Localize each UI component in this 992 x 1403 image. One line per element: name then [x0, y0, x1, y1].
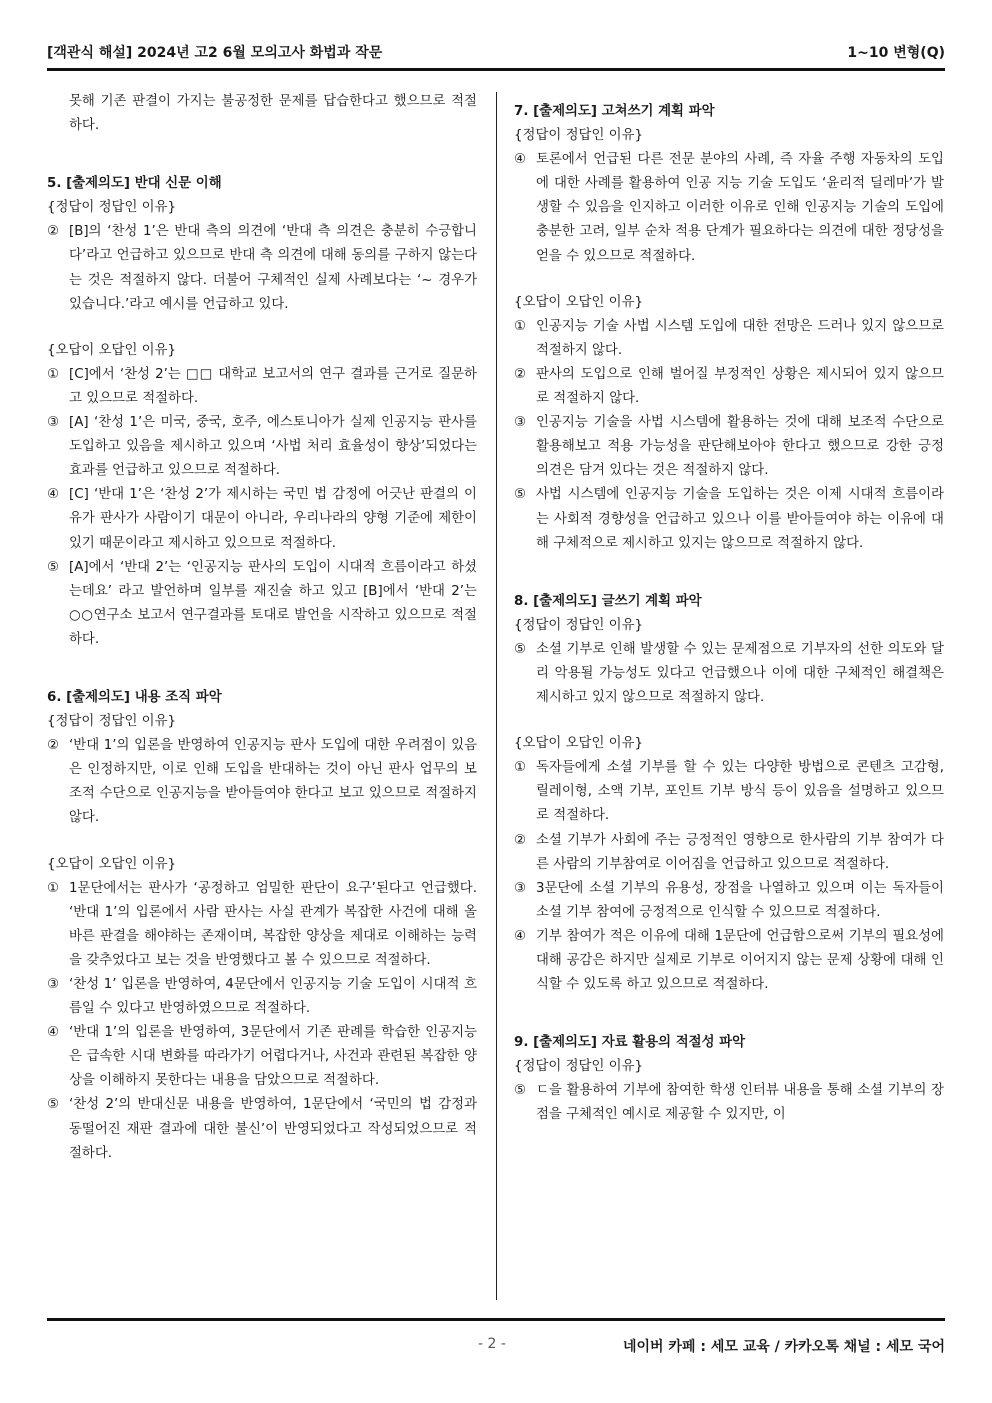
- explanation-text: ‘찬성 1’ 입론을 반영하여, 4문단에서 인공지능 기술 도입이 시대적 흐름일 수 있다고 반영하였으므로 적절하다.: [69, 977, 477, 1017]
- explanation-text: ‘반대 1’의 입론을 반영하여, 3문단에서 기존 판례를 학습한 인공지능은 급속한 시대 변화를 따라가기 어렵다거나, 사건과 관련된 복잡한 양상을 이해하지 못한다는 내용을 담았으므로 적절하다.: [69, 1025, 477, 1089]
- explanation-text: 사법 시스템에 인공지능 기술을 도입하는 것은 이제 시대적 흐름이라는 사회적 경향성을 언급하고 있으나 이를 받아들여야 하는 이유에 대해 구체적으로 제시하고 있지는 않으므로 적절하지 않다.: [536, 487, 944, 551]
- answer-item: [514, 638, 944, 710]
- correct-list: [514, 1079, 944, 1127]
- choice-number: ④: [47, 487, 60, 503]
- answer-item: [514, 925, 944, 997]
- section-7: [514, 100, 944, 556]
- explanation-text: 소셜 기부가 사회에 주는 긍정적인 영향으로 한사람의 기부 참여가 다른 사람의 기부참여로 이어짐을 언급하고 있으므로 적절하다.: [536, 832, 944, 872]
- explanation-text: 독자들에게 소셜 기부를 할 수 있는 다양한 방법으로 콘텐츠 고감형, 릴레이형, 소액 기부, 포인트 기부 방식 등이 있음을 설명하고 있으므로 적절하다.: [536, 760, 944, 824]
- answer-item: [514, 148, 944, 268]
- page-number: - 2 -: [478, 1336, 506, 1352]
- section-title: 8. [출제의도] 글쓰기 계획 파악: [514, 593, 702, 609]
- correct-label: {정답이 정답인 이유}: [514, 617, 644, 633]
- explanation-text: [C]에서 ‘찬성 2’는 □□ 대학교 보고서의 연구 결과를 근거로 질문하고 있으므로 적절하다.: [69, 366, 477, 406]
- correct-label: {정답이 정답인 이유}: [514, 128, 644, 144]
- correct-list: [47, 734, 477, 830]
- explanation-text: 1문단에서는 판사가 ‘공정하고 엄밀한 판단이 요구’된다고 언급했다. ‘반대 1’의 입론에서 사람 판사는 사실 관계가 복잡한 사건에 대해 올바른 판결을 해야하는 존재이며, 복잡한 양상을 제대로 이해하는 능력을 갖추었다고 보는 것을 반영했다고 볼 수 있으므로 적절하다.: [69, 880, 477, 968]
- explanation-text: 인공지능 기술을 사법 시스템에 활용하는 것에 대해 보조적 수단으로 활용해보고 적용 가능성을 판단해보아야 한다고 했으므로 강한 긍정 의견은 담겨 있다는 것은 적절하지 않다.: [536, 415, 944, 479]
- section-5: [47, 172, 477, 652]
- section-9: [514, 1031, 944, 1127]
- wrong-label: {오답이 오답인 이유}: [514, 736, 644, 752]
- explanation-text: [A]에서 ‘반대 2’는 ‘인공지능 판사의 도입이 시대적 흐름이라고 하셨는데요’ 라고 발언하며 일부를 재진술 하고 있고 [B]에서 ‘반대 2’는 ○○연구소 보고서 연구결과를 토대로 발언을 시작하고 있으므로 적절하다.: [69, 559, 477, 647]
- column-divider: [496, 92, 497, 1300]
- choice-number: ⑤: [47, 559, 60, 575]
- section-title: 7. [출제의도] 고쳐쓰기 계획 파악: [514, 104, 715, 119]
- section-8: [514, 590, 944, 998]
- wrong-label: {오답이 오답인 이유}: [514, 294, 644, 310]
- explanation-text: 토론에서 언급된 다른 전문 분야의 사례, 즉 자율 주행 자동차의 도입에 대한 사례를 활용하여 인공 지능 기술 도입도 ‘윤리적 딜레마’가 발생할 수 있음을 인지하고 이러한 이유로 인해 인공지능 기술의 도입에 충분한 고려, 일부 순차 적용 단계가 필요하다는 의견에 대한 정당성을 얻을 수 있으므로 적절하다.: [536, 152, 944, 264]
- answer-item: [47, 556, 477, 652]
- answer-item: [514, 411, 944, 483]
- explanation-text: ㄷ을 활용하여 기부에 참여한 학생 인터뷰 내용을 통해 소셜 기부의 장점을 구체적인 예시로 제공할 수 있지만, 이: [536, 1083, 944, 1123]
- explanation-text: 소셜 기부로 인해 발생할 수 있는 문제점으로 기부자의 선한 의도와 달리 악용될 가능성도 있다고 언급했으나 이에 대한 구체적인 해결책은 제시하고 있지 않으므로 적절하지 않다.: [536, 641, 944, 706]
- wrong-label: {오답이 오답인 이유}: [47, 342, 177, 358]
- explanation-text: ‘찬성 2’의 반대신문 내용을 반영하여, 1문단에서 ‘국민의 법 감정과 동떨어진 재판 결과에 대한 불신’이 반영되었다고 작성되었으므로 적절하다.: [69, 1097, 477, 1161]
- choice-number: ①: [514, 318, 527, 334]
- section-6: [47, 686, 477, 1166]
- explanation-text: 3문단에 소셜 기부의 유용성, 장점을 나열하고 있으며 이는 독자들이 소셜 기부 참여에 긍정적으로 인식할 수 있으므로 적절하다.: [536, 880, 944, 920]
- correct-label: {정답이 정답인 이유}: [47, 200, 177, 216]
- page-header: [47, 40, 945, 66]
- header-variant: 1~10 변형(Q): [847, 45, 945, 61]
- wrong-label: {오답이 오답인 이유}: [47, 856, 177, 872]
- answer-item: [47, 973, 477, 1021]
- answer-item: [514, 363, 944, 411]
- answer-item: [514, 829, 944, 877]
- footer-rule: [47, 1318, 945, 1321]
- answer-item: [47, 411, 477, 483]
- choice-number: ①: [47, 880, 60, 896]
- wrong-list: [47, 363, 477, 652]
- choice-number: ③: [514, 880, 527, 896]
- answer-item: [514, 1079, 944, 1127]
- choice-number: ③: [47, 415, 60, 431]
- choice-number: ②: [47, 224, 60, 240]
- wrong-list: [514, 315, 944, 556]
- wrong-list: [47, 877, 477, 1166]
- wrong-list: [514, 756, 944, 997]
- answer-item: [514, 315, 944, 363]
- explanation-text: 판사의 도입으로 인해 벌어질 부정적인 상황은 제시되어 있지 않으므로 적절하지 않다.: [536, 366, 944, 407]
- explanation-text: 기부 참여가 적은 이유에 대해 1문단에 언급함으로써 기부의 필요성에 대해 공감은 하지만 실제로 기부로 이어지지 않는 문제 상황에 대해 인식할 수 있도록 하고 있으므로 적절하다.: [536, 928, 944, 993]
- choice-number: ③: [514, 415, 527, 431]
- explanation-text: 인공지능 기술 사법 시스템 도입에 대한 전망은 드러나 있지 않으므로 적절하지 않다.: [536, 318, 944, 358]
- correct-label: {정답이 정답인 이유}: [47, 714, 177, 730]
- correct-list: [47, 220, 477, 316]
- choice-number: ⑤: [514, 641, 527, 657]
- left-column: [47, 90, 477, 1166]
- answer-item: [514, 483, 944, 555]
- choice-number: ①: [514, 760, 527, 776]
- right-column: [514, 90, 944, 1128]
- answer-item: [47, 1021, 477, 1093]
- choice-number: ①: [47, 366, 60, 382]
- explanation-text: [C] ‘반대 1’은 ‘찬성 2’가 제시하는 국민 법 감정에 어긋난 판결의 이유가 판사가 사람이기 대문이 아니라, 우리나라의 양형 기준에 제한이 있기 때문이라고 제시하고 있으므로 적절하다.: [69, 487, 477, 551]
- correct-list: [514, 638, 944, 710]
- header-rule: [47, 68, 945, 71]
- answer-item: [47, 1093, 477, 1165]
- choice-number: ④: [47, 1025, 60, 1041]
- choice-number: ④: [514, 152, 527, 168]
- choice-number: ②: [514, 832, 527, 848]
- footer-channel: 네이버 카페 : 세모 교육 / 카카오톡 채널 : 세모 국어: [622, 1339, 945, 1355]
- section-title: 9. [출제의도] 자료 활용의 적절성 파악: [514, 1035, 746, 1051]
- choice-number: ②: [47, 738, 60, 754]
- choice-number: ⑤: [514, 487, 527, 503]
- answer-item: [47, 483, 477, 555]
- answer-item: [514, 756, 944, 828]
- correct-label: {정답이 정답인 이유}: [514, 1059, 644, 1075]
- answer-item: [47, 877, 477, 973]
- explanation-text: ‘반대 1’의 입론을 반영하여 인공지능 판사 도입에 대한 우려점이 있음은 인정하지만, 이로 인해 도입을 반대하는 것이 아닌 판사 업무의 보조적 수단으로 인공지능을 받아들여야 한다고 보고 있으므로 적절하지 않다.: [69, 738, 477, 826]
- header-title: [객관식 해설] 2024년 고2 6월 모의고사 화법과 작문: [47, 45, 383, 61]
- choice-number: ②: [514, 366, 527, 382]
- correct-list: [514, 148, 944, 268]
- explanation-text: [B]의 ‘찬성 1’은 반대 측의 의견에 ‘반대 측 의견은 충분히 수긍합니다’라고 언급하고 있으므로 반대 측 의견에 대해 동의를 구하지 않는다는 것은 적절하지 않다. 더불어 구체적인 실제 사례보다는 ‘~ 경우가 있습니다.’라고 예시를 언급하고 있다.: [69, 224, 477, 312]
- answer-item: [514, 877, 944, 925]
- choice-number: ⑤: [47, 1097, 60, 1113]
- answer-item: [47, 363, 477, 411]
- section-title: 6. [출제의도] 내용 조직 파악: [47, 689, 222, 705]
- choice-number: ③: [47, 977, 60, 992]
- explanation-text: [A] ‘찬성 1’은 미국, 중국, 호주, 에스토니아가 실제 인공지능 판사를 도입하고 있음을 제시하고 있으며 ‘사법 처리 효율성이 향상’되었다는 효과를 언급하고 있으므로 적절하다.: [69, 415, 477, 479]
- choice-number: ⑤: [514, 1083, 527, 1099]
- answer-item: [47, 220, 477, 316]
- continued-text: 못해 기존 판결이 가지는 불공정한 문제를 답습한다고 했으므로 적절하다.: [69, 94, 477, 134]
- choice-number: ④: [514, 928, 527, 944]
- section-title: 5. [출제의도] 반대 신문 이해: [47, 176, 222, 192]
- answer-item: [47, 734, 477, 830]
